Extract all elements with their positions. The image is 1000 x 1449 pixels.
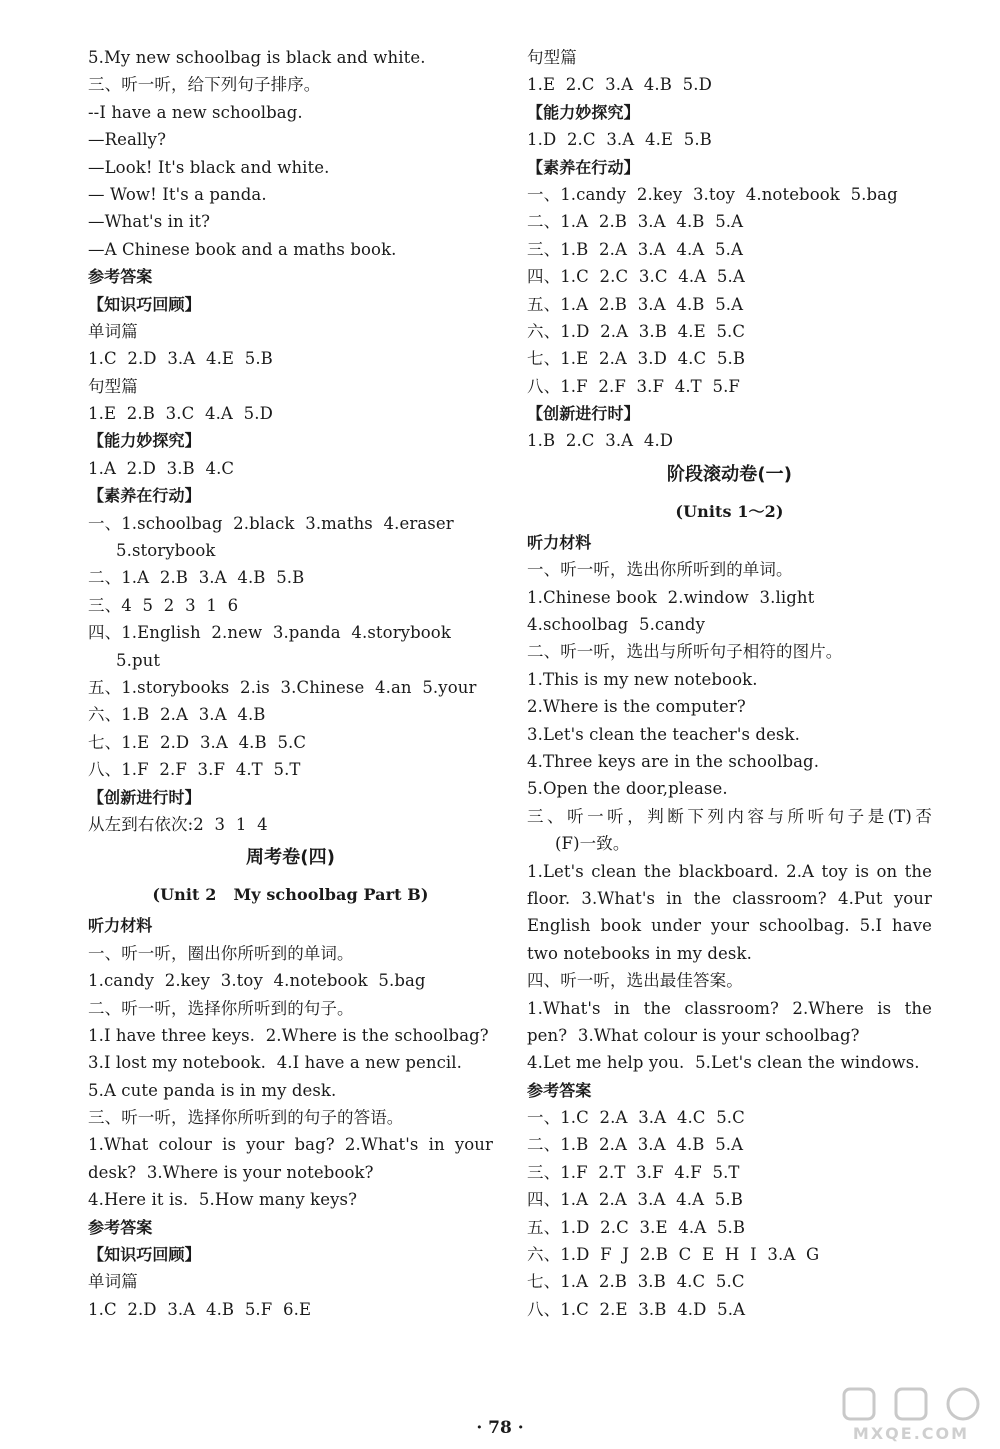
section-heading: 【创新进行时】 bbox=[527, 404, 640, 424]
text-line: 单词篇 bbox=[88, 321, 138, 341]
section-title: 阶段滚动卷(一) bbox=[666, 463, 793, 485]
watermark-text: MXQE.COM bbox=[852, 1424, 970, 1443]
text-line: 七、1.E 2.A 3.D 4.C 5.B bbox=[527, 349, 746, 369]
text-line: 四、1.C 2.C 3.C 4.A 5.A bbox=[527, 267, 745, 287]
text-line: English book under your schoolbag. 5.I have bbox=[527, 916, 932, 936]
text-line: 一、听一听，圈出你所听到的单词。 bbox=[88, 943, 354, 963]
text-line: (F)一致。 bbox=[555, 834, 630, 854]
left-column bbox=[88, 44, 493, 1323]
text-line: 4.Let me help you. 5.Let's clean the windows. bbox=[527, 1053, 920, 1073]
section-heading: 【能力妙探究】 bbox=[88, 431, 201, 451]
text-line: 1.What colour is your bag? 2.What's in your bbox=[88, 1135, 493, 1155]
text-line: —A Chinese book and a maths book. bbox=[88, 239, 397, 259]
section-heading: 【素养在行动】 bbox=[88, 486, 201, 506]
text-line: 一、1.C 2.A 3.A 4.C 5.C bbox=[527, 1108, 745, 1128]
text-line: 1.I have three keys. 2.Where is the schoolbag? bbox=[88, 1025, 489, 1045]
text-line: 3.Let's clean the teacher's desk. bbox=[527, 724, 800, 744]
text-line: 八、1.F 2.F 3.F 4.T 5.T bbox=[88, 760, 301, 780]
text-line: desk? 3.Where is your notebook? bbox=[88, 1162, 374, 1182]
right-column bbox=[527, 44, 932, 1323]
text-line: — Wow! It's a panda. bbox=[88, 184, 267, 204]
section-heading: 【素养在行动】 bbox=[527, 157, 640, 177]
text-line: 三、听一听，判断下列内容与所听句子是(T)否 bbox=[527, 806, 932, 826]
text-line: 一、1.schoolbag 2.black 3.maths 4.eraser bbox=[88, 513, 454, 533]
text-line: 4.Here it is. 5.How many keys? bbox=[88, 1190, 358, 1210]
text-line: two notebooks in my desk. bbox=[527, 943, 752, 963]
text-line: 1.D 2.C 3.A 4.E 5.B bbox=[527, 130, 712, 150]
text-line: —What's in it? bbox=[88, 212, 211, 232]
text-line: 句型篇 bbox=[527, 48, 577, 67]
section-heading: 【知识巧回顾】 bbox=[88, 1245, 201, 1265]
text-line: 一、听一听，选出你所听到的单词。 bbox=[527, 560, 793, 580]
text-line: 六、1.D 2.A 3.B 4.E 5.C bbox=[527, 321, 746, 341]
text-line: 3.I lost my notebook. 4.I have a new pencil. bbox=[88, 1053, 463, 1073]
text-line: 1.C 2.D 3.A 4.E 5.B bbox=[88, 349, 273, 369]
text-line: --I have a new schoolbag. bbox=[88, 102, 303, 122]
text-line: 5.put bbox=[116, 650, 161, 670]
text-line: 1.E 2.B 3.C 4.A 5.D bbox=[88, 404, 273, 424]
section-heading: 参考答案 bbox=[88, 1217, 153, 1237]
text-line: 单词篇 bbox=[88, 1272, 138, 1292]
text-line: 三、4 5 2 3 1 6 bbox=[88, 595, 239, 615]
text-line: 1.This is my new notebook. bbox=[527, 669, 758, 689]
section-heading: 【能力妙探究】 bbox=[527, 102, 640, 122]
text-line: 三、1.F 2.T 3.F 4.F 5.T bbox=[527, 1162, 740, 1182]
section-heading: 【创新进行时】 bbox=[88, 787, 201, 807]
text-line: 六、1.B 2.A 3.A 4.B bbox=[88, 705, 266, 725]
text-line: 4.schoolbag 5.candy bbox=[527, 615, 706, 635]
text-line: 1.What's in the classroom? 2.Where is the bbox=[527, 998, 932, 1018]
page-number: · 78 · bbox=[476, 1418, 524, 1438]
text-line: 二、1.A 2.B 3.A 4.B 5.A bbox=[527, 212, 744, 232]
text-line: 1.B 2.C 3.A 4.D bbox=[527, 431, 674, 451]
text-line: 5.My new schoolbag is black and white. bbox=[88, 48, 426, 67]
section-heading: 【知识巧回顾】 bbox=[88, 294, 201, 314]
text-line: 1.E 2.C 3.A 4.B 5.D bbox=[527, 75, 712, 95]
text-line: pen? 3.What colour is your schoolbag? bbox=[527, 1025, 860, 1045]
text-line: 五、1.storybooks 2.is 3.Chinese 4.an 5.your bbox=[88, 677, 477, 697]
section-heading: 参考答案 bbox=[527, 1080, 592, 1100]
text-line: 三、听一听，选择你所听到的句子的答语。 bbox=[88, 1108, 404, 1128]
text-line: 5.storybook bbox=[116, 541, 216, 561]
text-line: 从左到右依次:2 3 1 4 bbox=[88, 814, 268, 834]
text-line: 四、1.English 2.new 3.panda 4.storybook bbox=[88, 623, 451, 643]
text-line: 句型篇 bbox=[88, 376, 138, 396]
text-line: 1.Let's clean the blackboard. 2.A toy is on the bbox=[527, 861, 932, 881]
section-subtitle: (Unit 2 My schoolbag Part B) bbox=[152, 885, 429, 905]
text-line: 四、听一听，选出最佳答案。 bbox=[527, 971, 743, 991]
text-line: 五、1.D 2.C 3.E 4.A 5.B bbox=[527, 1217, 746, 1237]
text-line: 1.A 2.D 3.B 4.C bbox=[88, 458, 235, 478]
text-line: —Look! It's black and white. bbox=[88, 157, 330, 177]
text-line: —Really? bbox=[88, 130, 167, 150]
section-title: 周考卷(四) bbox=[245, 847, 336, 869]
text-line: 八、1.F 2.F 3.F 4.T 5.F bbox=[527, 376, 740, 396]
answer-stamp-icon bbox=[836, 1385, 986, 1425]
text-line: 二、听一听，选择你所听到的句子。 bbox=[88, 998, 354, 1018]
text-line: 三、听一听，给下列句子排序。 bbox=[88, 75, 321, 95]
text-line: 5.A cute panda is in my desk. bbox=[88, 1080, 337, 1100]
text-line: 1.C 2.D 3.A 4.B 5.F 6.E bbox=[88, 1299, 312, 1319]
text-line: 一、1.candy 2.key 3.toy 4.notebook 5.bag bbox=[527, 184, 898, 204]
text-line: 2.Where is the computer? bbox=[527, 697, 746, 717]
text-line: 4.Three keys are in the schoolbag. bbox=[527, 751, 820, 771]
section-heading: 听力材料 bbox=[527, 532, 592, 552]
text-line: 四、1.A 2.A 3.A 4.A 5.B bbox=[527, 1190, 743, 1210]
text-line: floor. 3.What's in the classroom? 4.Put your bbox=[527, 888, 932, 908]
section-subtitle: (Units 1～2) bbox=[675, 501, 784, 521]
section-heading: 听力材料 bbox=[88, 916, 153, 936]
text-line: 六、1.D F J 2.B C E H I 3.A G bbox=[527, 1245, 820, 1265]
text-line: 三、1.B 2.A 3.A 4.A 5.A bbox=[527, 239, 743, 259]
text-line: 5.Open the door,please. bbox=[527, 779, 728, 799]
text-line: 二、1.B 2.A 3.A 4.B 5.A bbox=[527, 1135, 744, 1155]
section-heading: 参考答案 bbox=[88, 267, 153, 287]
text-line: 七、1.E 2.D 3.A 4.B 5.C bbox=[88, 732, 307, 752]
text-line: 五、1.A 2.B 3.A 4.B 5.A bbox=[527, 294, 744, 314]
text-line: 七、1.A 2.B 3.B 4.C 5.C bbox=[527, 1272, 745, 1292]
text-line: 二、听一听，选出与所听句子相符的图片。 bbox=[527, 642, 843, 662]
text-line: 1.candy 2.key 3.toy 4.notebook 5.bag bbox=[88, 971, 426, 991]
text-line: 八、1.C 2.E 3.B 4.D 5.A bbox=[527, 1299, 746, 1319]
text-line: 二、1.A 2.B 3.A 4.B 5.B bbox=[88, 568, 305, 588]
text-line: 1.Chinese book 2.window 3.light bbox=[527, 587, 815, 607]
watermark bbox=[836, 1385, 986, 1443]
